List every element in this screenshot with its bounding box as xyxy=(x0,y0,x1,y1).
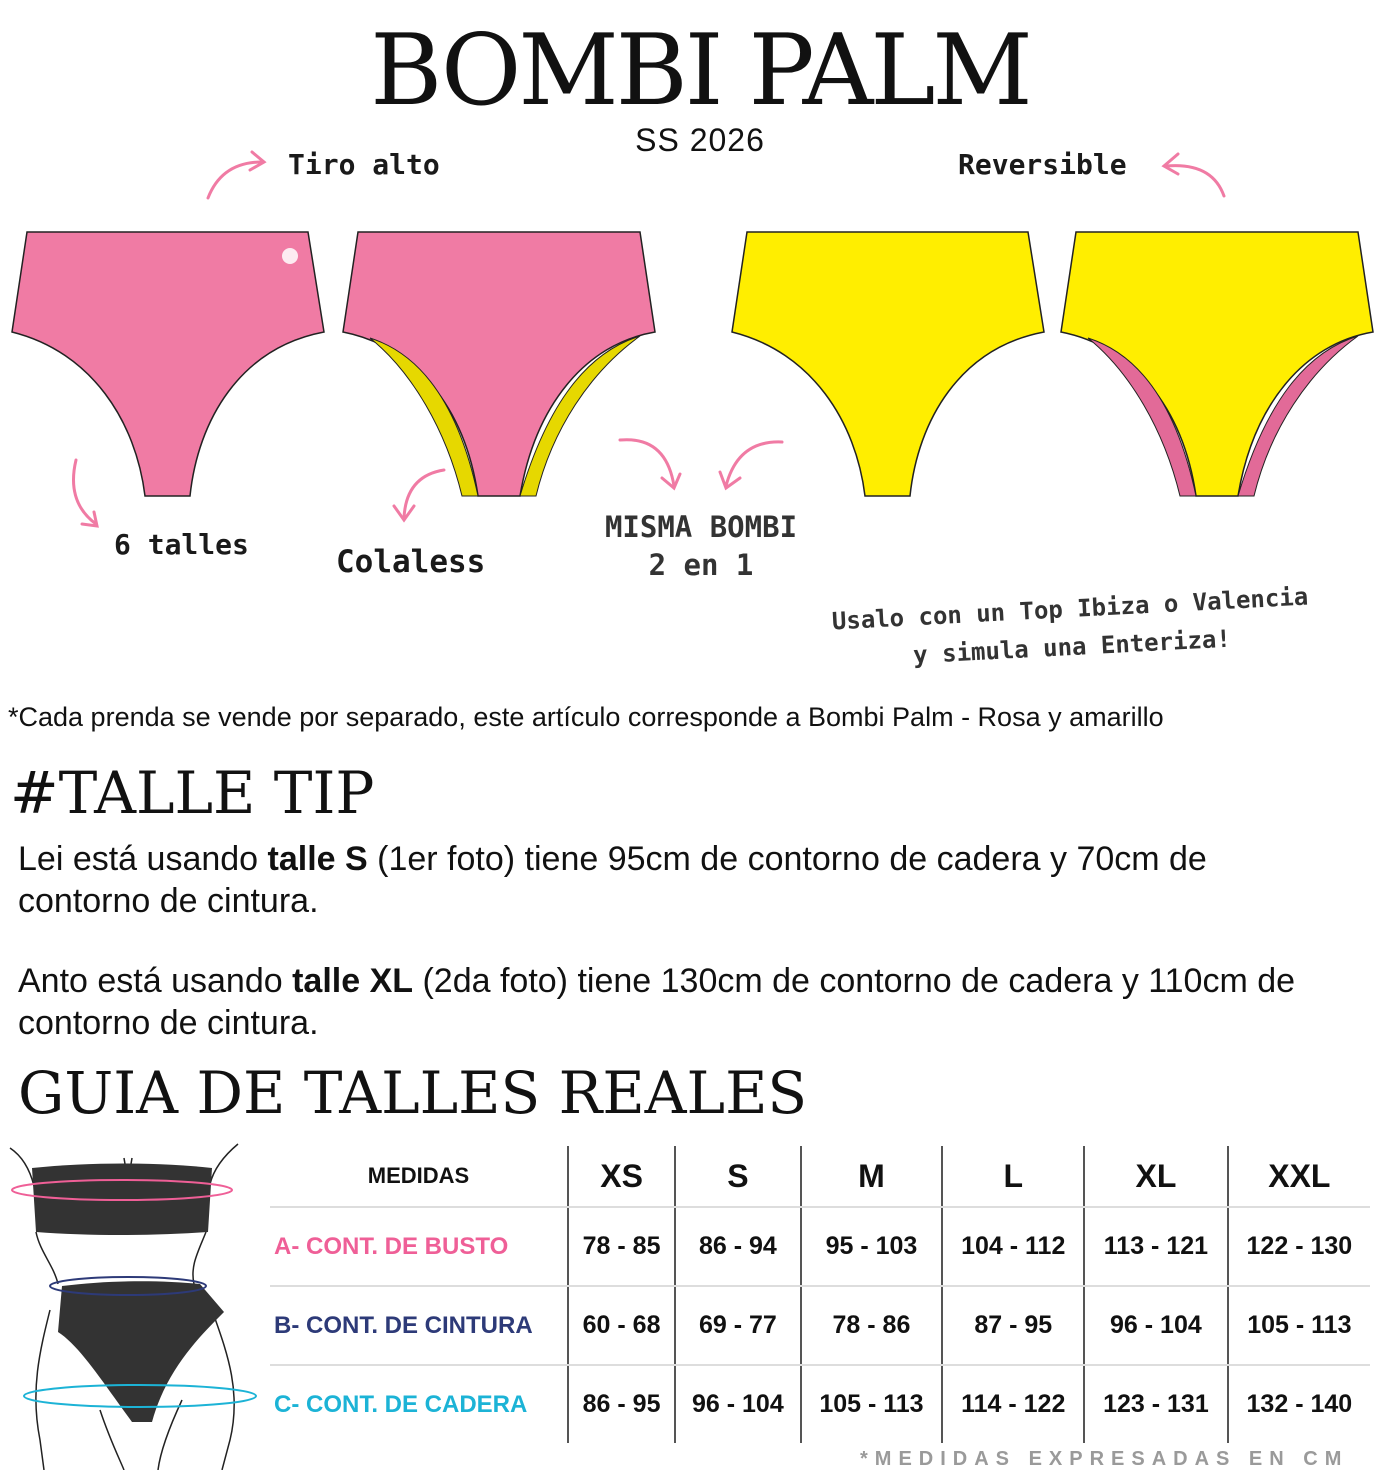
callout-reversible: Reversible xyxy=(958,148,1127,181)
callout-colaless: Colaless xyxy=(336,544,486,580)
callout-misma-line2: 2 en 1 xyxy=(648,548,754,582)
table-cell: 104 - 112 xyxy=(942,1207,1084,1286)
talle-tip-p2-pre: Anto está usando xyxy=(18,962,293,1000)
size-col-m: M xyxy=(801,1146,943,1207)
table-cell: 87 - 95 xyxy=(942,1286,1084,1365)
table-cell: 105 - 113 xyxy=(801,1365,943,1443)
callout-misma-line1: MISMA BOMBI xyxy=(604,510,798,544)
table-cell: 60 - 68 xyxy=(568,1286,675,1365)
talle-tip-heading: #TALLE TIP xyxy=(10,759,375,827)
size-col-l: L xyxy=(942,1146,1084,1207)
table-cell: 86 - 95 xyxy=(568,1365,675,1443)
callout-misma-bombi xyxy=(556,508,846,584)
table-cell: 113 - 121 xyxy=(1084,1207,1228,1286)
callout-usalo-line1: Usalo con un Top Ibiza o Valencia xyxy=(831,582,1309,636)
season-label: SS 2026 xyxy=(635,122,765,158)
table-header-medidas: MEDIDAS xyxy=(270,1146,568,1207)
page-title: BOMBI PALM xyxy=(370,14,1030,128)
bottom-front-pink xyxy=(12,232,324,496)
table-cell: 96 - 104 xyxy=(675,1365,800,1443)
body-measure-figure xyxy=(0,1140,260,1470)
table-cell: 69 - 77 xyxy=(675,1286,800,1365)
table-row xyxy=(270,1207,1370,1286)
talle-tip-p1-post: (1er foto) tiene 95cm de contorno de cadera y 70cm de contorno de cintura. xyxy=(18,840,1207,920)
row-label-cadera: C- CONT. DE CADERA xyxy=(274,1390,528,1418)
talle-tip-p1-bold: talle S xyxy=(267,840,368,878)
table-cell: 105 - 113 xyxy=(1228,1286,1370,1365)
talle-tip-paragraph-2 xyxy=(18,960,1338,1044)
arrow-reversible-icon xyxy=(1166,166,1224,196)
measurements-footnote: *MEDIDAS EXPRESADAS EN CM xyxy=(860,1448,1349,1470)
table-row xyxy=(270,1286,1370,1365)
table-cell: 123 - 131 xyxy=(1084,1365,1228,1443)
callout-tiro-alto: Tiro alto xyxy=(288,148,440,181)
sold-separately-note: *Cada prenda se vende por separado, este artículo corresponde a Bombi Palm - Rosa y amarillo xyxy=(8,702,1164,732)
row-label-cintura: B- CONT. DE CINTURA xyxy=(270,1286,568,1365)
arrow-talles-icon xyxy=(74,460,97,524)
callout-usalo-line2: y simula una Enteriza! xyxy=(912,624,1232,670)
size-table xyxy=(270,1146,1370,1443)
table-row xyxy=(270,1365,1370,1443)
arrow-misma-left-icon xyxy=(620,440,674,486)
table-cell: 96 - 104 xyxy=(1084,1286,1228,1365)
size-col-xxl: XXL xyxy=(1228,1146,1370,1207)
talle-tip-p2-post: (2da foto) tiene 130cm de contorno de cadera y 110cm de contorno de cintura. xyxy=(18,962,1296,1042)
row-label-busto: A- CONT. DE BUSTO xyxy=(270,1207,568,1286)
table-cell: 132 - 140 xyxy=(1228,1365,1370,1443)
table-cell: 122 - 130 xyxy=(1228,1207,1370,1286)
size-col-xs: XS xyxy=(568,1146,675,1207)
bottom-front-yellow xyxy=(732,232,1044,496)
table-cell: 78 - 86 xyxy=(801,1286,943,1365)
table-cell: 78 - 85 xyxy=(568,1207,675,1286)
callout-6-talles: 6 talles xyxy=(114,528,249,561)
table-cell: 86 - 94 xyxy=(675,1207,800,1286)
talle-tip-p2-bold: talle XL xyxy=(292,962,414,1000)
table-cell: 114 - 122 xyxy=(942,1365,1084,1443)
talle-tip-paragraph-1 xyxy=(18,838,1338,922)
table-cell: 95 - 103 xyxy=(801,1207,943,1286)
logo-patch-icon xyxy=(282,248,298,264)
size-col-s: S xyxy=(675,1146,800,1207)
arrow-misma-right-icon xyxy=(726,442,782,486)
guia-heading: GUIA DE TALLES REALES xyxy=(18,1059,808,1127)
size-col-xl: XL xyxy=(1084,1146,1228,1207)
talle-tip-p1-pre: Lei está usando xyxy=(18,840,268,878)
table-header-row xyxy=(270,1146,1370,1207)
